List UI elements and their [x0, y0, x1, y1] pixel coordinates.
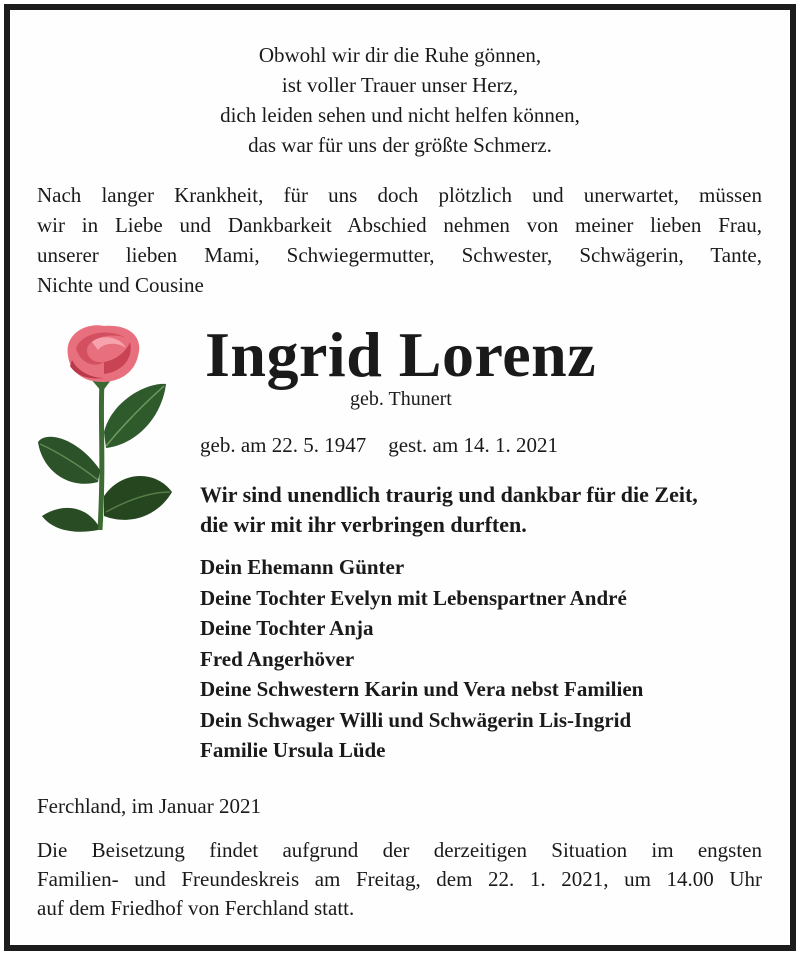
- poem-line: dich leiden sehen und nicht helfen können,: [220, 103, 580, 127]
- poem-line: das war für uns der größte Schmerz.: [248, 133, 552, 157]
- funeral-line: Die Beisetzung findet aufgrund der derzeitigen Situation im engsten: [37, 838, 762, 862]
- mourner-entry: Dein Schwager Willi und Schwägerin Lis-Ingrid: [200, 707, 632, 732]
- funeral-line: Familien- und Freundeskreis am Freitag, dem 22. 1. 2021, um 14.00 Uhr: [37, 867, 762, 891]
- intro-line: Nichte und Cousine: [37, 273, 204, 297]
- birth-date: geb. am 22. 5. 1947: [200, 433, 367, 457]
- intro-line: wir in Liebe und Dankbarkeit Abschied nehmen von meiner lieben Frau,: [37, 213, 762, 237]
- mourner-entry: Fred Angerhöver: [200, 646, 355, 671]
- mourners-list: [200, 552, 643, 766]
- maiden-name: geb. Thunert: [350, 388, 452, 410]
- mourner-entry: Familie Ursula Lüde: [200, 738, 386, 762]
- mourner-entry: Dein Ehemann Günter: [200, 555, 405, 579]
- mourner-entry: Deine Tochter Evelyn mit Lebenspartner André: [200, 585, 627, 610]
- intro-line: Nach langer Krankheit, für uns doch plötzlich und unerwartet, müssen: [37, 183, 762, 207]
- gratitude-line: die wir mit ihr verbringen durften.: [200, 512, 527, 537]
- deceased-name: Ingrid Lorenz: [205, 319, 597, 390]
- funeral-notice: [37, 836, 762, 923]
- obituary-notice: [4, 4, 796, 951]
- death-date: gest. am 14. 1. 2021: [388, 433, 558, 457]
- intro-line: unserer lieben Mami, Schwiegermutter, Schwester, Schwägerin, Tante,: [37, 243, 762, 267]
- place-and-date: Ferchland, im Januar 2021: [37, 794, 261, 818]
- poem-line: Obwohl wir dir die Ruhe gönnen,: [258, 43, 542, 67]
- mourner-entry: Deine Schwestern Karin und Vera nebst Familien: [200, 677, 644, 701]
- life-dates: [200, 431, 558, 459]
- poem: [10, 40, 790, 160]
- mourner-entry: Deine Tochter Anja: [200, 616, 374, 640]
- gratitude-line: Wir sind unendlich traurig und dankbar für die Zeit,: [200, 482, 698, 507]
- poem-line: ist voller Trauer unser Herz,: [281, 73, 519, 97]
- funeral-line: auf dem Friedhof von Ferchland statt.: [37, 896, 355, 920]
- rose-icon: [30, 320, 180, 535]
- gratitude-text: [200, 480, 698, 540]
- intro-text: [37, 180, 762, 300]
